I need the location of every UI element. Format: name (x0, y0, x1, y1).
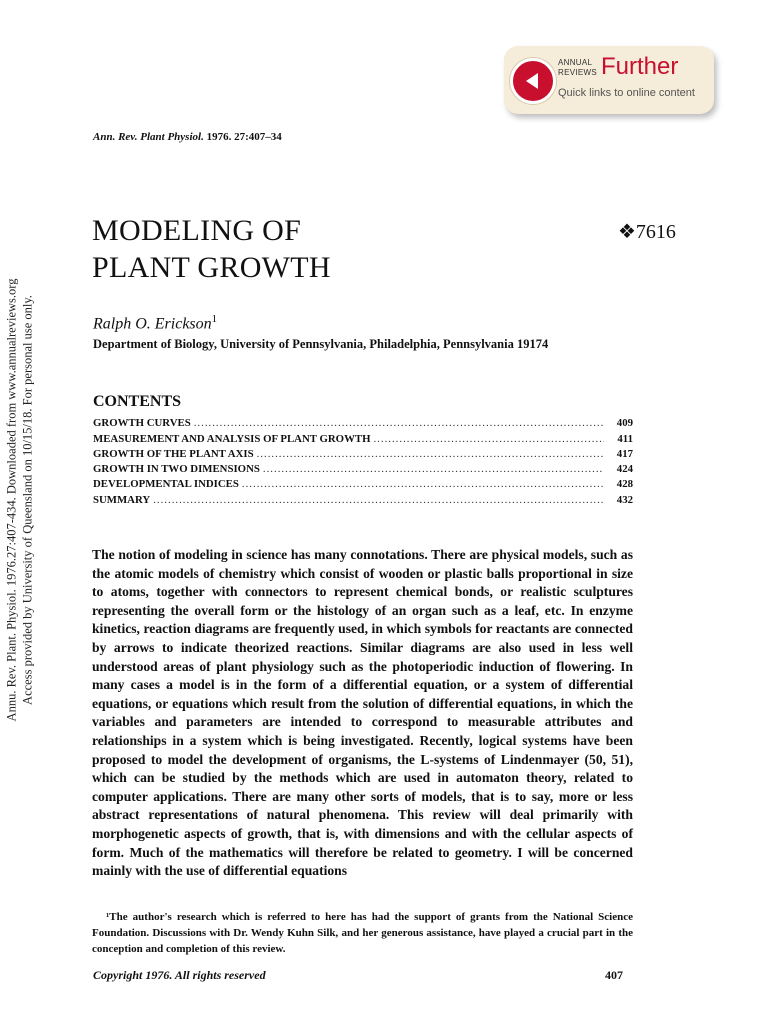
toc-leader (194, 417, 604, 429)
toc-leader (153, 494, 604, 506)
badge-reviews-label: REVIEWS (558, 68, 597, 77)
author-footnote-mark: 1 (211, 313, 218, 325)
author-name-text: Ralph O. Erickson (93, 315, 212, 333)
toc-leader (242, 478, 604, 490)
article-code: ❖7616 (618, 221, 676, 243)
author-affiliation: Department of Biology, University of Pennsylvania, Philadelphia, Pennsylvania 19174 (93, 337, 549, 351)
author-name (93, 313, 217, 333)
toc-item-label: GROWTH CURVES (93, 417, 191, 430)
table-of-contents (93, 414, 633, 506)
journal-name: Ann. Rev. Plant Physiol. (93, 131, 204, 143)
toc-item-label: SUMMARY (93, 493, 151, 506)
toc-item[interactable] (93, 429, 633, 444)
body-paragraph: The notion of modeling in science has many connotations. There are physical models, such as the atomic models of chemistry which consist of wooden or plastic balls proportional in size to atoms, together with connectors to represent chemical bonds, or realistic sculptures representing the overall form or the histology of an organ such as a leaf, etc. In enzyme kinetics, reaction diagrams are frequently used, in which symbols for reactants are connected by arrows to indicate theorized reactions. Similar diagrams are also used in less well understood areas of plant physiology such as the photoperiodic induction of flowering. In many cases a model is in the form of a differential equation, or a system of differential equations, or equations which result from the solution of differential equations, in which the variables and parameters are intended to correspond to measurable attributes and relationships in a system which is being investigated. Recently, logical systems have been proposed to model the development of organisms, the L-systems of Lindenmayer (50, 51), which can be studied by the methods which are used in automaton theory, related to computer applications. There are many other sorts of models, that is to say, more or less abstract representations of natural phenomena. This review will deal primarily with morphogenetic aspects of growth, that is, with dimensions and with the cellular aspects of form. Much of the mathematics will therefore be related to geometry. I will be concerned mainly with the use of differential equations (92, 547, 633, 879)
download-notice-line1: Annu. Rev. Plant. Physiol. 1976.27:407-434. Downloaded from www.annualreviews.org (4, 278, 19, 722)
download-notice-line2: Access provided by University of Queensland on 10/15/18. For personal use only. (20, 295, 35, 705)
page-number: 407 (605, 968, 623, 982)
toc-item-label: DEVELOPMENTAL INDICES (93, 478, 239, 491)
toc-item-page: 409 (616, 417, 633, 430)
toc-item-page: 428 (616, 478, 633, 491)
badge-annual-label: ANNUAL (558, 58, 593, 67)
toc-item-page: 432 (616, 493, 633, 506)
toc-item[interactable] (93, 460, 633, 475)
toc-item-label: GROWTH IN TWO DIMENSIONS (93, 463, 260, 476)
annual-reviews-further-badge[interactable] (504, 46, 714, 114)
toc-item[interactable] (93, 414, 633, 429)
toc-item-page: 424 (616, 463, 633, 476)
toc-item[interactable] (93, 475, 633, 490)
title-line-1: MODELING OF (92, 214, 302, 247)
journal-volume: 1976. 27:407–34 (206, 131, 282, 143)
toc-item-page: 417 (616, 447, 633, 460)
title-line-2: PLANT GROWTH (92, 251, 331, 284)
journal-citation (93, 131, 282, 143)
toc-leader (263, 463, 604, 475)
toc-item-label: MEASUREMENT AND ANALYSIS OF PLANT GROWTH (93, 432, 371, 445)
badge-quick-links-text: Quick links to online content (558, 87, 695, 99)
toc-item[interactable] (93, 490, 633, 505)
author-footnote: ¹The author's research which is referred to here has had the support of grants from the National Science Foundation. Discussions with Dr. Wendy Kuhn Silk, and her generous assistance, have played a crucial part in the conception and completion of this review. (92, 911, 633, 955)
toc-leader (257, 448, 604, 460)
toc-item[interactable] (93, 445, 633, 460)
further-arrow-icon (510, 58, 556, 104)
badge-further-label: Further (601, 53, 679, 80)
toc-item-page: 411 (617, 432, 633, 445)
contents-heading: CONTENTS (93, 393, 182, 410)
toc-item-label: GROWTH OF THE PLANT AXIS (93, 447, 254, 460)
article-title (92, 212, 331, 286)
toc-leader (373, 433, 604, 445)
copyright-notice: Copyright 1976. All rights reserved (93, 968, 266, 982)
